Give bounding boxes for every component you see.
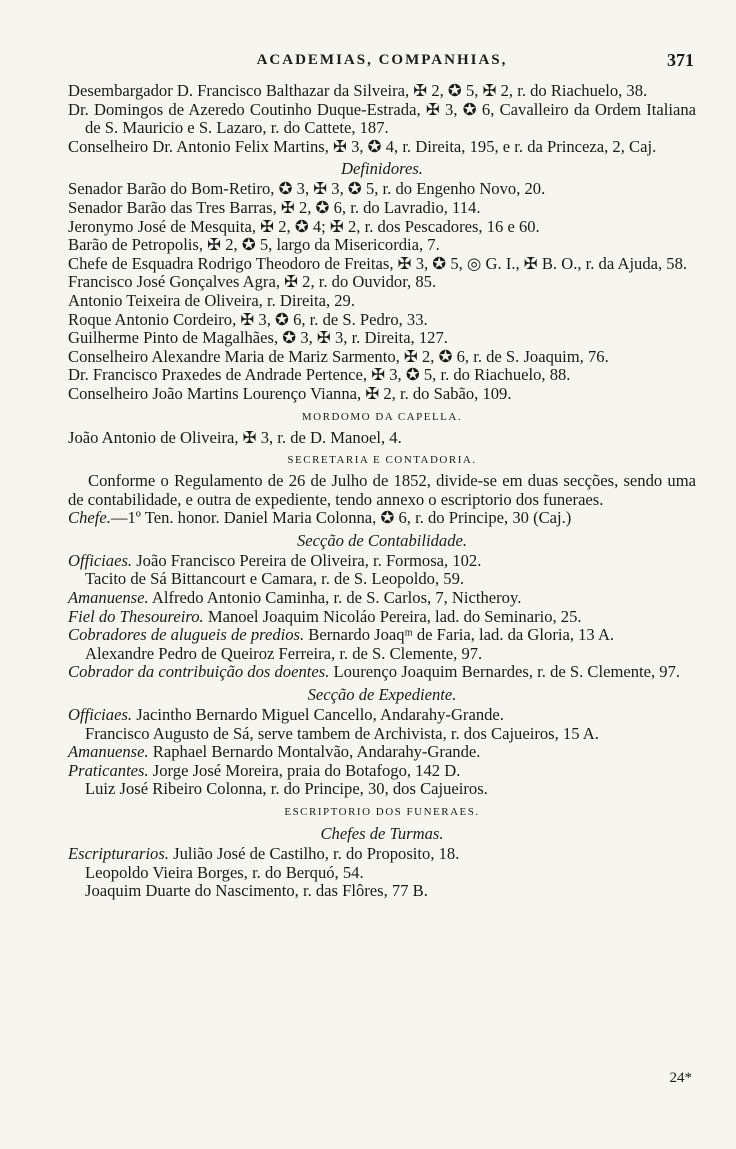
entry-text: Bernardo Joaqᵐ de Faria, lad. da Gloria, 13 A. <box>304 625 615 645</box>
entry-text: Jacintho Bernardo Miguel Cancello, Andarahy-Grande. <box>132 705 504 725</box>
section-heading: Secção de Contabilidade. <box>296 530 468 550</box>
entry-text: Julião José de Castilho, r. do Proposito, 18. <box>168 844 460 863</box>
running-head-title: ACADEMIAS, COMPANHIAS, <box>256 52 508 68</box>
entry: Dr. Francisco Praxedes de Andrade Pertence, ✠ 3, ✪ 5, r. do Riachuelo, 88. <box>68 365 571 385</box>
entry-text: Lourenço Joaquim Bernardes, r. de S. Clemente, 97. <box>329 662 681 682</box>
entry: João Antonio de Oliveira, ✠ 3, r. de D. Manoel, 4. <box>68 427 402 447</box>
section-heading: Definidores. <box>341 159 423 179</box>
section-heading-caps: SECRETARIA E CONTADORIA. <box>287 454 477 467</box>
entry: Chefe de Esquadra Rodrigo Theodoro de Freitas, ✠ 3, ✪ 5, ◎ G. I., ✠ B. O., r. da Ajuda, 58. <box>68 253 688 273</box>
entry-label: Amanuense. <box>68 742 149 762</box>
entry: Francisco José Gonçalves Agra, ✠ 2, r. do Ouvidor, 85. <box>68 272 437 292</box>
entry: Desembargador D. Francisco Balthazar da Silveira, ✠ 2, ✪ 5, ✠ 2, r. do Riachuelo, 38. <box>68 81 648 100</box>
entry: Conselheiro João Martins Lourenço Vianna, ✠ 2, r. do Sabão, 109. <box>68 383 512 403</box>
entry: Antonio Teixeira de Oliveira, r. Direita, 29. <box>68 290 355 310</box>
labeled-entry <box>68 552 696 571</box>
section-heading-caps: MORDOMO DA CAPELLA. <box>301 410 463 423</box>
labeled-entry <box>68 762 696 781</box>
entry-continuation: Francisco Augusto de Sá, serve tambem de Archivista, r. dos Cajueiros, 15 A. <box>85 723 599 743</box>
entry-text: Manoel Joaquim Nicoláo Pereira, lad. do Seminario, 25. <box>203 606 582 626</box>
entry: Dr. Domingos de Azeredo Coutinho Duque-Estrada, ✠ 3, ✪ 6, Cavalleiro da Ordem Italiana de S. Mauricio e S. Lazaro, r. do Cattete, 187. <box>68 99 696 138</box>
labeled-entry <box>68 706 696 725</box>
signature-mark: 24* <box>669 1070 692 1086</box>
section-heading-caps: ESCRIPTORIO DOS FUNERAES. <box>284 806 480 818</box>
labeled-entry <box>68 608 696 627</box>
entry-text: Raphael Bernardo Montalvão, Andarahy-Grande. <box>148 742 481 762</box>
entry-label: Amanuense. <box>68 588 149 608</box>
labeled-entry <box>68 509 696 528</box>
labeled-entry <box>68 626 696 645</box>
entry-continuation: Tacito de Sá Bittancourt e Camara, r. de S. Leopoldo, 59. <box>85 569 465 589</box>
entry-continuation: Joaquim Duarte do Nascimento, r. das Flôres, 77 B. <box>85 881 428 901</box>
labeled-entry <box>68 743 696 762</box>
labeled-entry <box>68 663 696 682</box>
entry-label: Cobradores de alugueis de predios. <box>68 625 305 645</box>
entry-text: João Francisco Pereira de Oliveira, r. Formosa, 102. <box>132 550 482 570</box>
entry-text: Alfredo Antonio Caminha, r. de S. Carlos, 7, Nictheroy. <box>148 588 522 608</box>
entry-text: —1º Ten. honor. Daniel Maria Colonna, ✪ 6, r. do Principe, 30 (Caj.) <box>110 508 572 528</box>
section-heading: Chefes de Turmas. <box>320 824 444 843</box>
entry-label: Escripturarios. <box>68 844 169 863</box>
entry-continuation: Alexandre Pedro de Queiroz Ferreira, r. de S. Clemente, 97. <box>85 643 483 663</box>
entry-label: Praticantes. <box>68 760 149 780</box>
labeled-entry <box>68 589 696 608</box>
entry-text: Jorge José Moreira, praia do Botafogo, 142 D. <box>148 760 461 780</box>
entry: Jeronymo José de Mesquita, ✠ 2, ✪ 4; ✠ 2, r. dos Pescadores, 16 e 60. <box>68 216 540 236</box>
entry-continuation: Leopoldo Vieira Borges, r. do Berquó, 54. <box>85 862 364 882</box>
entry: Senador Barão das Tres Barras, ✠ 2, ✪ 6, r. do Lavradio, 114. <box>68 197 481 217</box>
entry-label: Cobrador da contribuição dos doentes. <box>68 662 330 682</box>
page-number: 371 <box>667 50 694 70</box>
entry-label: Officiaes. <box>68 550 133 570</box>
entry-label: Officiaes. <box>68 705 133 725</box>
running-head <box>68 52 696 82</box>
section-heading: Secção de Expediente. <box>307 685 457 705</box>
entry: Conselheiro Alexandre Maria de Mariz Sarmento, ✠ 2, ✪ 6, r. de S. Joaquim, 76. <box>68 346 609 366</box>
entry-continuation: Luiz José Ribeiro Colonna, r. do Principe, 30, dos Cajueiros. <box>85 779 488 799</box>
entry: Guilherme Pinto de Magalhães, ✪ 3, ✠ 3, r. Direita, 127. <box>68 328 448 348</box>
entry: Senador Barão do Bom-Retiro, ✪ 3, ✠ 3, ✪ 5, r. do Engenho Novo, 20. <box>68 179 546 199</box>
labeled-entry <box>68 845 696 864</box>
entry-label: Chefe. <box>68 508 111 528</box>
entry: Conselheiro Dr. Antonio Felix Martins, ✠ 3, ✪ 4, r. Direita, 195, e r. da Princeza, 2, Caj. <box>68 136 657 156</box>
entry: Barão de Petropolis, ✠ 2, ✪ 5, largo da Misericordia, 7. <box>68 235 440 255</box>
paragraph: Conforme o Regulamento de 26 de Julho de 1852, divide-se em duas secções, sendo uma de contabilidade, e outra de expediente, tendo annexo o escriptorio dos funeraes. <box>68 471 696 509</box>
document-body <box>68 82 696 901</box>
entry-label: Fiel do Thesoureiro. <box>68 606 204 626</box>
entry: Roque Antonio Cordeiro, ✠ 3, ✪ 6, r. de S. Pedro, 33. <box>68 309 428 329</box>
